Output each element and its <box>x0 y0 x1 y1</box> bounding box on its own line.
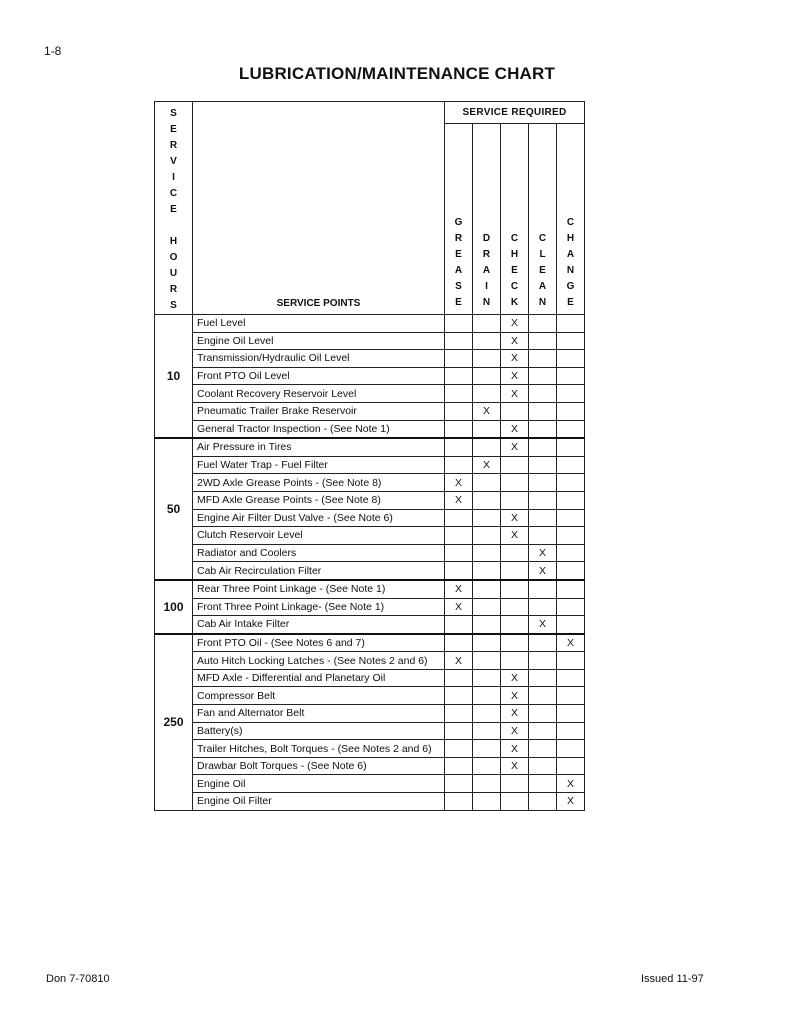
table-row <box>155 687 585 705</box>
service-mark-grease: X <box>445 652 473 670</box>
service-mark-check <box>501 652 529 670</box>
table-row <box>155 652 585 670</box>
service-mark-change: X <box>557 775 585 793</box>
service-mark-drain <box>473 350 501 368</box>
table-row <box>155 634 585 652</box>
service-column-header-clean <box>529 124 557 315</box>
service-mark-drain <box>473 757 501 775</box>
table-row <box>155 598 585 616</box>
service-mark-grease <box>445 385 473 403</box>
service-mark-change: X <box>557 793 585 811</box>
service-mark-check: X <box>501 527 529 545</box>
service-mark-check: X <box>501 315 529 333</box>
service-mark-clean <box>529 509 557 527</box>
service-mark-grease: X <box>445 474 473 492</box>
service-mark-change <box>557 385 585 403</box>
table-row <box>155 350 585 368</box>
table-row <box>155 669 585 687</box>
service-mark-drain <box>473 315 501 333</box>
service-required-header: SERVICE REQUIRED <box>445 102 585 124</box>
service-mark-drain: X <box>473 402 501 420</box>
hours-header-letter: S <box>170 300 177 311</box>
service-mark-drain <box>473 722 501 740</box>
service-column-letter: N <box>538 297 547 308</box>
service-point-cell: Fuel Level <box>193 315 445 333</box>
table-row <box>155 793 585 811</box>
service-column-letter: C <box>566 217 575 228</box>
service-mark-clean <box>529 491 557 509</box>
service-mark-clean <box>529 687 557 705</box>
service-mark-clean <box>529 420 557 438</box>
service-mark-clean <box>529 367 557 385</box>
service-mark-change <box>557 740 585 758</box>
service-mark-clean <box>529 634 557 652</box>
service-column-letter: S <box>455 281 462 292</box>
service-mark-change <box>557 616 585 634</box>
hours-header-letter: H <box>169 236 178 247</box>
service-mark-change <box>557 315 585 333</box>
table-row <box>155 580 585 598</box>
service-hours-header <box>155 102 193 315</box>
service-mark-drain <box>473 775 501 793</box>
table-row <box>155 740 585 758</box>
service-mark-check: X <box>501 367 529 385</box>
service-mark-grease <box>445 705 473 723</box>
hours-header-letter: U <box>169 268 178 279</box>
table-row <box>155 757 585 775</box>
service-mark-check: X <box>501 509 529 527</box>
service-mark-clean <box>529 598 557 616</box>
service-point-cell: Clutch Reservoir Level <box>193 527 445 545</box>
service-mark-clean: X <box>529 544 557 562</box>
service-point-cell: Auto Hitch Locking Latches - (See Notes 2 and 6) <box>193 652 445 670</box>
service-point-cell: Battery(s) <box>193 722 445 740</box>
service-mark-grease: X <box>445 580 473 598</box>
service-column-letter: D <box>482 233 491 244</box>
service-mark-clean <box>529 793 557 811</box>
service-points-header: SERVICE POINTS <box>193 102 445 315</box>
service-mark-grease <box>445 438 473 456</box>
service-point-cell: Air Pressure in Tires <box>193 438 445 456</box>
service-mark-drain <box>473 438 501 456</box>
service-mark-change <box>557 438 585 456</box>
table-row <box>155 562 585 580</box>
service-mark-change <box>557 669 585 687</box>
table-row <box>155 544 585 562</box>
service-column-letter: E <box>455 297 462 308</box>
service-point-cell: 2WD Axle Grease Points - (See Note 8) <box>193 474 445 492</box>
service-mark-check <box>501 793 529 811</box>
service-column-letter: R <box>454 233 463 244</box>
service-mark-grease <box>445 420 473 438</box>
service-column-letter: A <box>454 265 463 276</box>
service-mark-clean <box>529 652 557 670</box>
table-row <box>155 438 585 456</box>
service-mark-grease <box>445 315 473 333</box>
service-column-letter: H <box>510 249 519 260</box>
service-mark-clean <box>529 705 557 723</box>
service-column-letter: N <box>482 297 491 308</box>
service-mark-check <box>501 634 529 652</box>
service-mark-change <box>557 687 585 705</box>
service-mark-change: X <box>557 634 585 652</box>
service-mark-grease <box>445 367 473 385</box>
service-column-letter: E <box>539 265 546 276</box>
service-mark-change <box>557 474 585 492</box>
service-hours-cell: 10 <box>155 315 193 439</box>
service-column-letter: E <box>567 297 574 308</box>
service-mark-grease <box>445 332 473 350</box>
table-row <box>155 315 585 333</box>
service-mark-check <box>501 456 529 474</box>
service-mark-change <box>557 420 585 438</box>
service-mark-clean <box>529 527 557 545</box>
service-mark-drain <box>473 367 501 385</box>
table-row <box>155 420 585 438</box>
service-mark-check: X <box>501 705 529 723</box>
service-mark-drain <box>473 598 501 616</box>
service-mark-check <box>501 474 529 492</box>
service-mark-change <box>557 722 585 740</box>
service-column-letter: C <box>510 281 519 292</box>
service-mark-check: X <box>501 669 529 687</box>
service-mark-change <box>557 652 585 670</box>
service-point-cell: Engine Oil Filter <box>193 793 445 811</box>
table-row <box>155 775 585 793</box>
service-mark-drain <box>473 332 501 350</box>
service-hours-cell: 250 <box>155 634 193 810</box>
service-mark-change <box>557 491 585 509</box>
service-mark-clean <box>529 350 557 368</box>
service-mark-grease <box>445 350 473 368</box>
service-mark-check: X <box>501 740 529 758</box>
table-row <box>155 491 585 509</box>
service-point-cell: Front Three Point Linkage- (See Note 1) <box>193 598 445 616</box>
service-mark-grease <box>445 616 473 634</box>
service-point-cell: General Tractor Inspection - (See Note 1) <box>193 420 445 438</box>
service-mark-clean <box>529 474 557 492</box>
service-column-letter: K <box>510 297 519 308</box>
hours-header-letter: E <box>170 124 177 135</box>
service-mark-check: X <box>501 350 529 368</box>
service-point-cell: Pneumatic Trailer Brake Reservoir <box>193 402 445 420</box>
hours-header-letter: V <box>170 156 177 167</box>
hours-header-letter: C <box>169 188 178 199</box>
service-mark-check <box>501 598 529 616</box>
service-column-letter: C <box>538 233 547 244</box>
service-mark-change <box>557 544 585 562</box>
service-mark-change <box>557 598 585 616</box>
service-column-letter: H <box>566 233 575 244</box>
service-mark-drain <box>473 652 501 670</box>
service-mark-check: X <box>501 332 529 350</box>
service-mark-clean <box>529 332 557 350</box>
service-mark-change <box>557 509 585 527</box>
service-mark-grease <box>445 775 473 793</box>
table-row <box>155 367 585 385</box>
table-row <box>155 616 585 634</box>
service-column-header-change <box>557 124 585 315</box>
service-mark-check <box>501 402 529 420</box>
table-row <box>155 527 585 545</box>
hours-header-letter: R <box>169 140 178 151</box>
service-point-cell: Front PTO Oil - (See Notes 6 and 7) <box>193 634 445 652</box>
service-column-letter: C <box>510 233 519 244</box>
service-mark-check: X <box>501 757 529 775</box>
service-mark-change <box>557 757 585 775</box>
service-mark-change <box>557 527 585 545</box>
service-column-letter: I <box>485 281 488 292</box>
service-mark-change <box>557 456 585 474</box>
service-mark-grease <box>445 527 473 545</box>
service-mark-grease <box>445 634 473 652</box>
service-mark-check: X <box>501 385 529 403</box>
service-column-header-grease <box>445 124 473 315</box>
service-mark-drain <box>473 616 501 634</box>
service-mark-drain <box>473 687 501 705</box>
service-mark-change <box>557 332 585 350</box>
table-row <box>155 509 585 527</box>
service-mark-drain <box>473 740 501 758</box>
service-column-letter: A <box>566 249 575 260</box>
service-mark-change <box>557 402 585 420</box>
service-mark-check: X <box>501 420 529 438</box>
service-point-cell: Rear Three Point Linkage - (See Note 1) <box>193 580 445 598</box>
service-mark-change <box>557 350 585 368</box>
service-point-cell: Coolant Recovery Reservoir Level <box>193 385 445 403</box>
service-mark-drain: X <box>473 456 501 474</box>
service-column-letter: R <box>482 249 491 260</box>
page-title: LUBRICATION/MAINTENANCE CHART <box>238 64 556 83</box>
service-mark-drain <box>473 669 501 687</box>
service-mark-grease <box>445 402 473 420</box>
service-mark-clean <box>529 775 557 793</box>
service-mark-drain <box>473 420 501 438</box>
service-mark-drain <box>473 705 501 723</box>
table-row <box>155 722 585 740</box>
service-mark-change <box>557 580 585 598</box>
service-mark-grease <box>445 687 473 705</box>
service-point-cell: Fuel Water Trap - Fuel Filter <box>193 456 445 474</box>
service-column-letter: A <box>538 281 547 292</box>
service-mark-check: X <box>501 722 529 740</box>
service-mark-drain <box>473 580 501 598</box>
hours-header-letter <box>155 218 192 234</box>
service-point-cell: Front PTO Oil Level <box>193 367 445 385</box>
service-column-letter: E <box>455 249 462 260</box>
service-mark-clean <box>529 402 557 420</box>
service-mark-change <box>557 562 585 580</box>
service-mark-drain <box>473 562 501 580</box>
service-mark-clean <box>529 740 557 758</box>
service-column-header-drain <box>473 124 501 315</box>
service-point-cell: Engine Oil <box>193 775 445 793</box>
service-point-cell: Compressor Belt <box>193 687 445 705</box>
service-point-cell: MFD Axle Grease Points - (See Note 8) <box>193 491 445 509</box>
hours-header-letter: O <box>169 252 178 263</box>
service-mark-drain <box>473 793 501 811</box>
service-column-letter: A <box>482 265 491 276</box>
service-mark-grease <box>445 669 473 687</box>
service-mark-drain <box>473 527 501 545</box>
service-mark-clean: X <box>529 562 557 580</box>
service-mark-clean <box>529 438 557 456</box>
hours-header-letter: S <box>170 108 177 119</box>
hours-header-letter: R <box>169 284 178 295</box>
service-mark-clean <box>529 580 557 598</box>
service-mark-change <box>557 367 585 385</box>
document-number: Don 7-70810 <box>46 973 110 985</box>
maintenance-chart-table <box>154 101 585 811</box>
table-row <box>155 474 585 492</box>
service-mark-grease <box>445 456 473 474</box>
service-hours-cell: 50 <box>155 438 193 580</box>
service-mark-clean: X <box>529 616 557 634</box>
service-mark-grease <box>445 793 473 811</box>
service-point-cell: Fan and Alternator Belt <box>193 705 445 723</box>
service-column-letter: E <box>511 265 518 276</box>
service-column-header-check <box>501 124 529 315</box>
service-mark-check <box>501 544 529 562</box>
service-mark-clean <box>529 315 557 333</box>
hours-header-letter: I <box>172 172 175 183</box>
service-mark-drain <box>473 509 501 527</box>
service-point-cell: Radiator and Coolers <box>193 544 445 562</box>
service-mark-clean <box>529 722 557 740</box>
service-mark-check <box>501 580 529 598</box>
service-point-cell: Engine Air Filter Dust Valve - (See Note 6) <box>193 509 445 527</box>
service-mark-grease <box>445 722 473 740</box>
service-mark-drain <box>473 544 501 562</box>
service-mark-clean <box>529 757 557 775</box>
service-point-cell: Drawbar Bolt Torques - (See Note 6) <box>193 757 445 775</box>
service-mark-grease: X <box>445 491 473 509</box>
service-point-cell: Transmission/Hydraulic Oil Level <box>193 350 445 368</box>
service-mark-check <box>501 616 529 634</box>
service-mark-clean <box>529 669 557 687</box>
service-point-cell: MFD Axle - Differential and Planetary Oil <box>193 669 445 687</box>
service-mark-clean <box>529 385 557 403</box>
service-mark-change <box>557 705 585 723</box>
service-mark-grease <box>445 509 473 527</box>
service-mark-grease <box>445 562 473 580</box>
service-column-letter: N <box>566 265 575 276</box>
service-point-cell: Trailer Hitches, Bolt Torques - (See Notes 2 and 6) <box>193 740 445 758</box>
service-mark-grease <box>445 544 473 562</box>
service-mark-drain <box>473 385 501 403</box>
service-mark-clean <box>529 456 557 474</box>
service-mark-drain <box>473 474 501 492</box>
table-row <box>155 402 585 420</box>
service-mark-drain <box>473 634 501 652</box>
table-row <box>155 705 585 723</box>
service-mark-check: X <box>501 687 529 705</box>
service-mark-check <box>501 491 529 509</box>
service-mark-grease: X <box>445 598 473 616</box>
service-mark-grease <box>445 740 473 758</box>
service-mark-drain <box>473 491 501 509</box>
hours-header-letter: E <box>170 204 177 215</box>
service-mark-grease <box>445 757 473 775</box>
table-row <box>155 456 585 474</box>
service-point-cell: Engine Oil Level <box>193 332 445 350</box>
service-hours-cell: 100 <box>155 580 193 634</box>
service-column-letter: L <box>539 249 546 260</box>
service-mark-check <box>501 775 529 793</box>
service-column-letter: G <box>566 281 575 292</box>
table-row <box>155 385 585 403</box>
page-number: 1-8 <box>44 44 62 58</box>
service-mark-check <box>501 562 529 580</box>
table-row <box>155 332 585 350</box>
service-point-cell: Cab Air Recirculation Filter <box>193 562 445 580</box>
issue-date: Issued 11-97 <box>641 973 704 985</box>
service-column-letter: G <box>454 217 463 228</box>
service-mark-check: X <box>501 438 529 456</box>
service-point-cell: Cab Air Intake Filter <box>193 616 445 634</box>
